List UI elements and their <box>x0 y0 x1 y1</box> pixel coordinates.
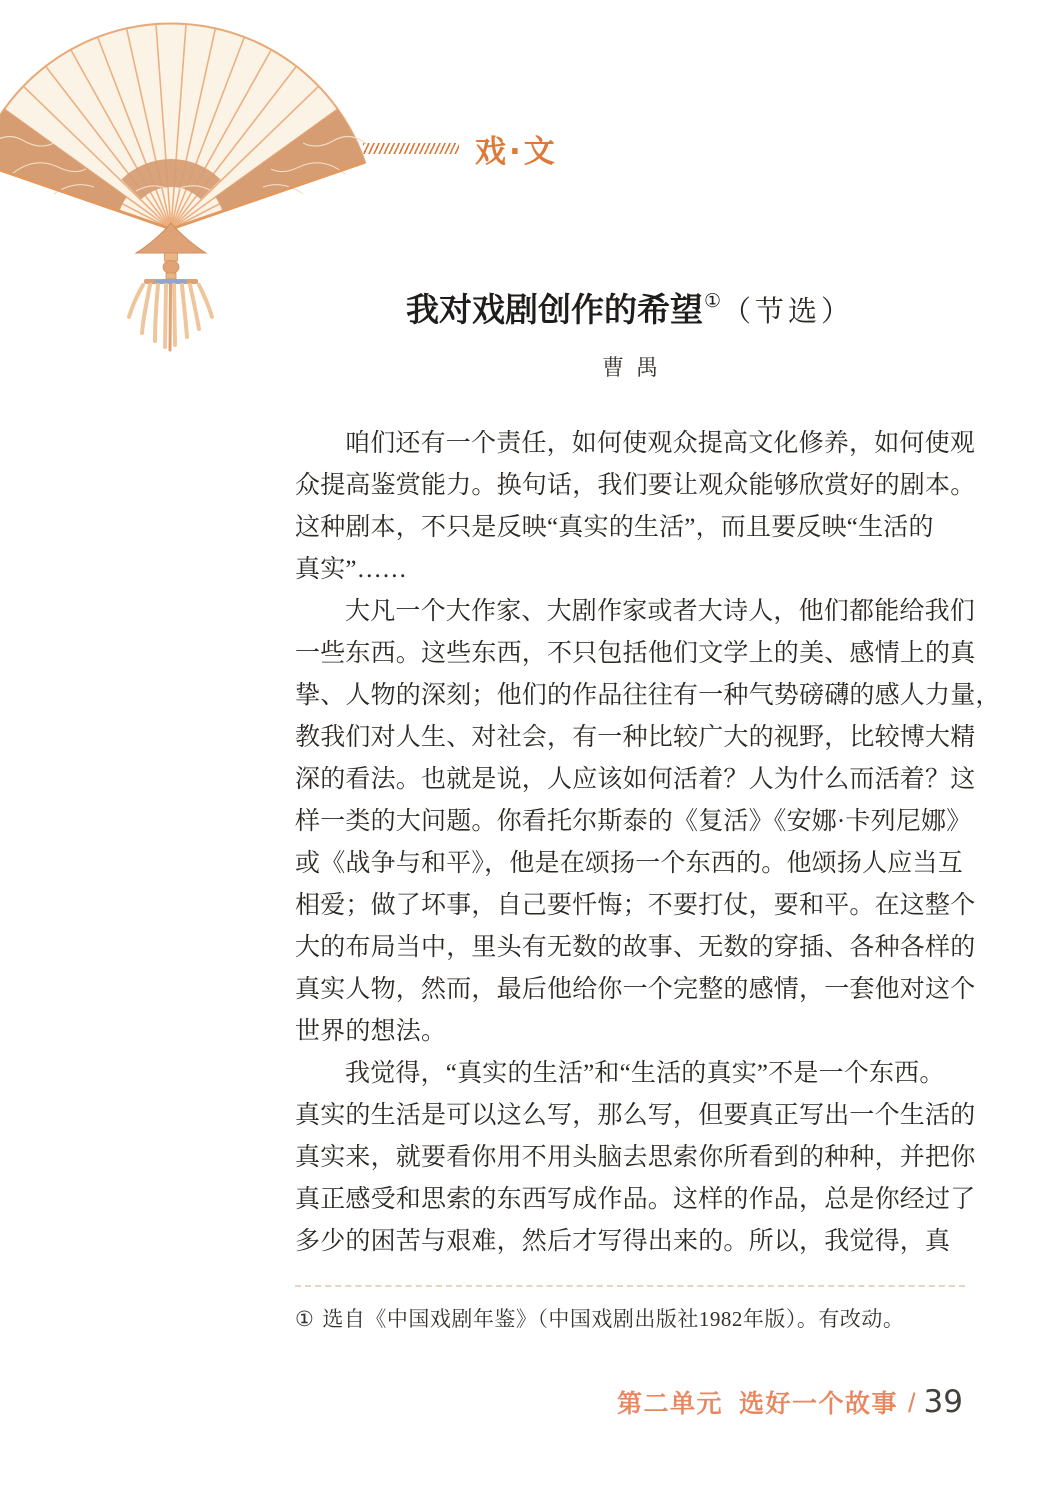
title-footnote-mark: ① <box>703 290 722 312</box>
footnote-text: 选自《中国戏剧年鉴》（中国戏剧出版社1982年版）。有改动。 <box>322 1307 905 1331</box>
body-text-line: 相爱；做了坏事，自己要忏悔；不要打仗，要和平。在这整个 <box>295 892 976 919</box>
article-author: 曹禺 <box>601 355 670 380</box>
article-body <box>295 423 1001 1263</box>
body-text-line: 深的看法。也就是说，人应该如何活着？人为什么而活着？这 <box>295 766 976 793</box>
body-text-line: 挚、人物的深刻；他们的作品往往有一种气势磅礴的感人力量， <box>295 682 1001 709</box>
body-text-line: 教我们对人生、对社会，有一种比较广大的视野，比较博大精 <box>295 724 976 751</box>
body-text-line: 这种剧本，不只是反映“真实的生活”，而且要反映“生活的 <box>295 514 934 541</box>
body-text-line: 真实的生活是可以这么写，那么写，但要真正写出一个生活的 <box>295 1102 976 1129</box>
footnote-marker: ① <box>295 1307 315 1331</box>
hatch-line-decoration <box>363 143 459 154</box>
body-text-line: 多少的困苦与艰难，然后才写得出来的。所以，我觉得，真 <box>295 1228 951 1255</box>
article-title-text: 我对戏剧创作的希望 <box>405 290 703 329</box>
page-footer <box>617 1384 963 1420</box>
paragraph <box>295 1053 976 1263</box>
section-tag <box>363 128 558 168</box>
body-text-line: 世界的想法。 <box>295 1018 447 1045</box>
body-text-line: 我觉得，“真实的生活”和“生活的真实”不是一个东西。 <box>345 1060 945 1087</box>
paragraph <box>295 423 976 591</box>
article-title <box>295 284 965 331</box>
body-text-line: 大的布局当中，里头有无数的故事、无数的穿插、各种各样的 <box>295 934 976 961</box>
body-text-line: 真实来，就要看你用不用头脑去思索你所看到的种种，并把你 <box>295 1144 976 1171</box>
article-title-suffix: （节选） <box>722 296 855 328</box>
body-text-line: 大凡一个大作家、大剧作家或者大诗人，他们都能给我们 <box>345 598 976 625</box>
footer-separator: / <box>908 1388 916 1418</box>
footnote <box>295 1303 965 1333</box>
section-label: 戏·文 <box>475 133 558 170</box>
footer-unit: 第二单元 <box>617 1389 724 1418</box>
body-text-line: 真实人物，然而，最后他给你一个完整的感情，一套他对这个 <box>295 976 976 1003</box>
footnote-divider <box>295 1285 965 1287</box>
body-text-line: 或《战争与和平》，他是在颂扬一个东西的。他颂扬人应当互 <box>295 850 963 877</box>
body-text-line: 一些东西。这些东西，不只包括他们文学上的美、感情上的真 <box>295 640 976 667</box>
body-text-line: 咱们还有一个责任，如何使观众提高文化修养，如何使观 <box>345 430 976 457</box>
page-number: 39 <box>923 1384 963 1420</box>
footer-chapter: 选好一个故事 <box>739 1389 899 1418</box>
body-text-line: 真正感受和思索的东西写成作品。这样的作品，总是你经过了 <box>295 1186 976 1213</box>
paragraph <box>295 591 1001 1053</box>
body-text-line: 样一类的大问题。你看托尔斯泰的《复活》《安娜·卡列尼娜》 <box>295 808 972 835</box>
body-text-line: 众提高鉴赏能力。换句话，我们要让观众能够欣赏好的剧本。 <box>295 472 976 499</box>
body-text-line: 真实”…… <box>295 556 408 583</box>
